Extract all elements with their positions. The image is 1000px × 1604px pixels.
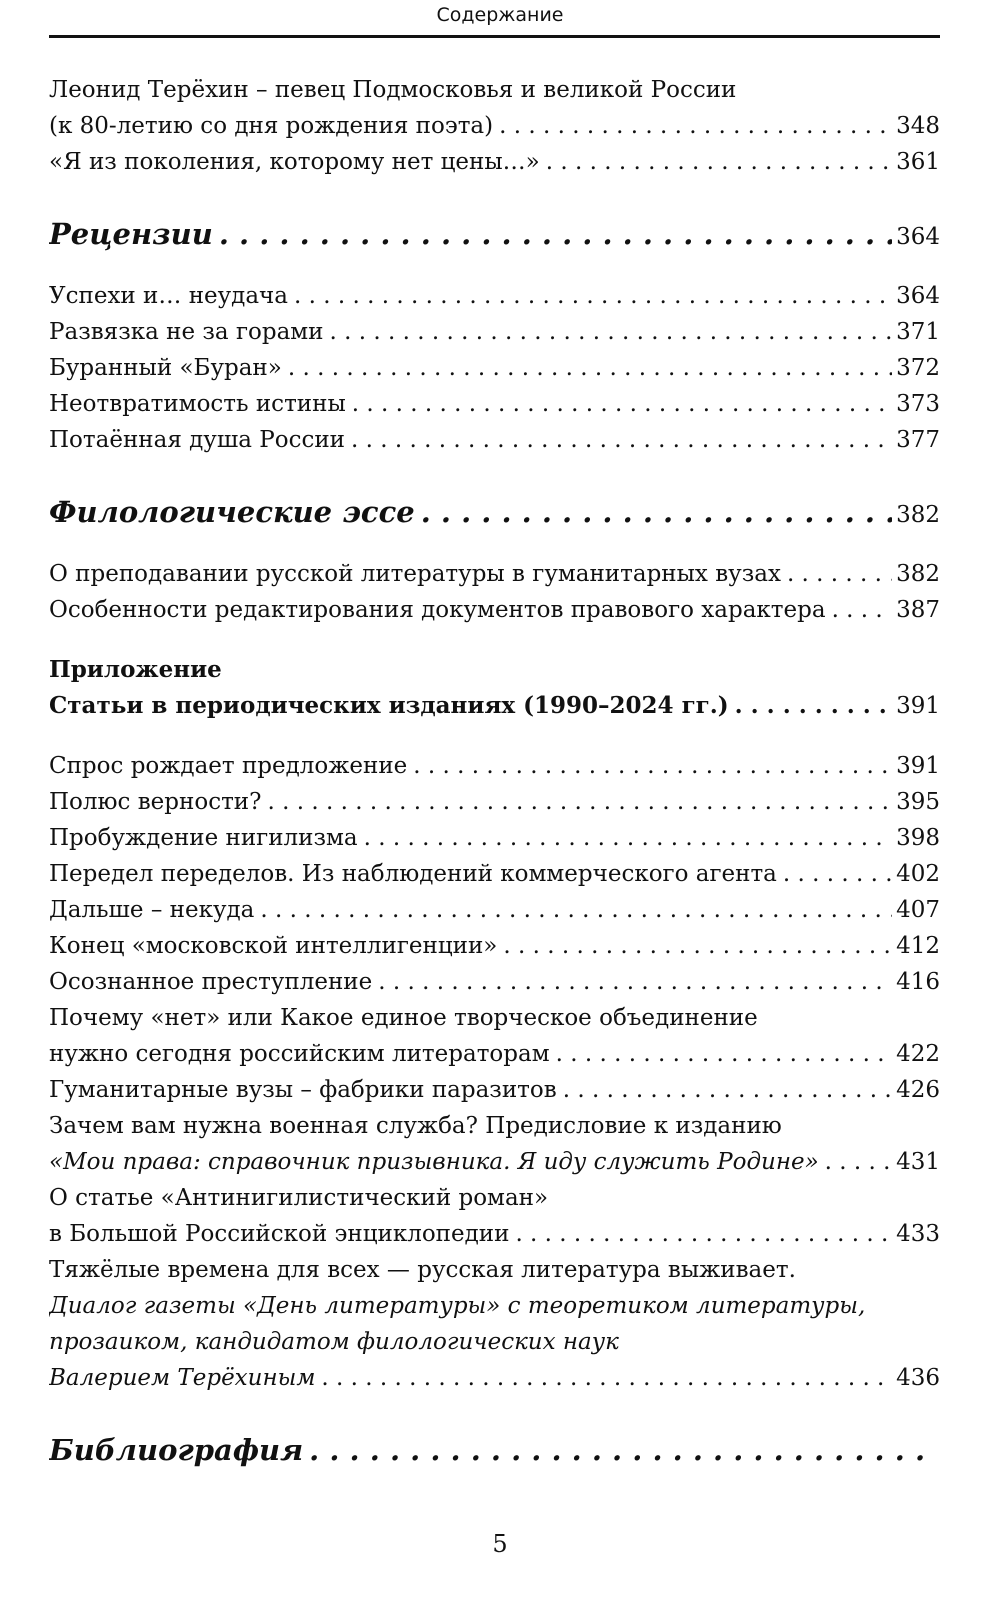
dot-leader xyxy=(546,144,892,180)
toc-entry[interactable] xyxy=(49,1360,940,1396)
dot-leader xyxy=(421,492,892,532)
toc-entry-title: Передел переделов. Из наблюдений коммерческого агента xyxy=(49,861,777,887)
toc-entry-line[interactable] xyxy=(49,72,940,108)
toc-entry-title: Тяжёлые времена для всех — русская литература выживает. xyxy=(49,1257,796,1283)
toc-entry[interactable] xyxy=(49,278,940,314)
toc-entry-title: Неотвратимость истины xyxy=(49,391,346,417)
toc-entry[interactable] xyxy=(49,1216,940,1252)
toc-entry[interactable] xyxy=(49,820,940,856)
toc-entry-title: О преподавании русской литературы в гуманитарных вузах xyxy=(49,561,781,587)
toc-entry-title: Потаённая душа России xyxy=(49,427,345,453)
toc-entry[interactable] xyxy=(49,422,940,458)
toc-page-number: 422 xyxy=(896,1041,940,1067)
dot-leader xyxy=(351,422,892,458)
toc-page-number: 364 xyxy=(896,283,940,309)
toc-page-number: 382 xyxy=(896,502,940,528)
dot-leader xyxy=(288,350,892,386)
toc-page-number: 407 xyxy=(896,897,940,923)
toc-entry-title: Спрос рождает предложение xyxy=(49,753,408,779)
section-title: Рецензии xyxy=(49,217,213,251)
toc-entry-line[interactable] xyxy=(49,1252,940,1288)
toc-entry-title: Буранный «Буран» xyxy=(49,355,282,381)
toc-entry[interactable] xyxy=(49,964,940,1000)
toc-entry-title: Дальше – некуда xyxy=(49,897,255,923)
toc-entry[interactable] xyxy=(49,556,940,592)
toc-entry-title: прозаиком, кандидатом филологических наук xyxy=(49,1329,619,1355)
toc-entry[interactable] xyxy=(49,1036,940,1072)
table-of-contents xyxy=(49,72,940,1470)
running-head: Содержание xyxy=(436,4,564,26)
dot-leader xyxy=(783,856,892,892)
toc-entry-title: Пробуждение нигилизма xyxy=(49,825,358,851)
toc-entry[interactable] xyxy=(49,592,940,628)
dot-leader xyxy=(503,928,892,964)
section-heading-appendix xyxy=(49,652,940,688)
toc-entry-title: Валерием Терёхиным xyxy=(49,1365,316,1391)
toc-entry-title: Особенности редактирования документов правового характера xyxy=(49,597,826,623)
toc-page-number: 382 xyxy=(896,561,940,587)
toc-page-number: 373 xyxy=(896,391,940,417)
section-subheading-articles[interactable] xyxy=(49,688,940,724)
toc-entry-title: (к 80-летию со дня рождения поэта) xyxy=(49,113,494,139)
toc-entry[interactable] xyxy=(49,748,940,784)
toc-page-number: 395 xyxy=(896,789,940,815)
toc-entry-title: нужно сегодня российским литераторам xyxy=(49,1041,550,1067)
toc-entry-title: Зачем вам нужна военная служба? Предисловие к изданию xyxy=(49,1113,782,1139)
dot-leader xyxy=(260,892,892,928)
toc-entry[interactable] xyxy=(49,1072,940,1108)
toc-entry[interactable] xyxy=(49,386,940,422)
toc-entry-line[interactable] xyxy=(49,1288,940,1324)
toc-page-number: 402 xyxy=(896,861,940,887)
header-rule xyxy=(49,35,940,38)
toc-entry[interactable] xyxy=(49,928,940,964)
dot-leader xyxy=(413,748,892,784)
dot-leader xyxy=(321,1360,892,1396)
toc-entry[interactable] xyxy=(49,350,940,386)
toc-entry-title: «Мои права: справочник призывника. Я иду служить Родине» xyxy=(49,1149,819,1175)
section-title: Филологические эссе xyxy=(49,495,415,529)
toc-entry[interactable] xyxy=(49,1144,940,1180)
toc-page-number: 377 xyxy=(896,427,940,453)
toc-entry[interactable] xyxy=(49,144,940,180)
toc-page-number: 416 xyxy=(896,969,940,995)
toc-entry-title: Диалог газеты «День литературы» с теоретиком литературы, xyxy=(49,1293,866,1319)
dot-leader xyxy=(832,592,893,628)
toc-entry[interactable] xyxy=(49,108,940,144)
dot-leader xyxy=(267,784,892,820)
toc-entry-title: Гуманитарные вузы – фабрики паразитов xyxy=(49,1077,557,1103)
toc-page-number: 361 xyxy=(896,149,940,175)
toc-entry-title: «Я из поколения, которому нет цены…» xyxy=(49,149,540,175)
toc-entry[interactable] xyxy=(49,892,940,928)
toc-entry-line[interactable] xyxy=(49,1108,940,1144)
section-title: Приложение xyxy=(49,656,222,683)
toc-entry[interactable] xyxy=(49,314,940,350)
toc-entry[interactable] xyxy=(49,856,940,892)
toc-entry-line[interactable] xyxy=(49,1000,940,1036)
dot-leader xyxy=(556,1036,892,1072)
toc-entry-title: Полюс верности? xyxy=(49,789,262,815)
dot-leader xyxy=(787,556,892,592)
toc-page-number: 433 xyxy=(896,1221,940,1247)
toc-entry-title: Развязка не за горами xyxy=(49,319,324,345)
toc-entry-title: О статье «Антинигилистический роман» xyxy=(49,1185,549,1211)
toc-page-number: 412 xyxy=(896,933,940,959)
dot-leader xyxy=(330,314,893,350)
toc-entry-title: Почему «нет» или Какое единое творческое объединение xyxy=(49,1005,758,1031)
dot-leader xyxy=(309,1430,936,1470)
toc-entry[interactable] xyxy=(49,784,940,820)
dot-leader xyxy=(825,1144,892,1180)
dot-leader xyxy=(219,214,892,254)
dot-leader xyxy=(352,386,892,422)
toc-entry-line[interactable] xyxy=(49,1180,940,1216)
dot-leader xyxy=(378,964,892,1000)
dot-leader xyxy=(563,1072,892,1108)
section-heading-bibliography[interactable] xyxy=(49,1430,940,1470)
dot-leader xyxy=(499,108,892,144)
page-number: 5 xyxy=(492,1530,508,1558)
dot-leader xyxy=(515,1216,892,1252)
dot-leader xyxy=(364,820,892,856)
toc-page-number: 371 xyxy=(896,319,940,345)
toc-page-number: 431 xyxy=(896,1149,940,1175)
toc-page-number: 391 xyxy=(896,753,940,779)
toc-entry-title: Осознанное преступление xyxy=(49,969,373,995)
toc-entry-title: Леонид Терёхин – певец Подмосковья и великой России xyxy=(49,77,737,103)
section-heading-reviews[interactable] xyxy=(49,214,940,254)
toc-page-number: 436 xyxy=(896,1365,940,1391)
section-heading-essays[interactable] xyxy=(49,492,940,532)
toc-entry-line[interactable] xyxy=(49,1324,940,1360)
toc-entry-title: в Большой Российской энциклопедии xyxy=(49,1221,510,1247)
toc-entry-title: Успехи и… неудача xyxy=(49,283,288,309)
toc-page-number: 372 xyxy=(896,355,940,381)
toc-page-number: 426 xyxy=(896,1077,940,1103)
toc-page-number: 387 xyxy=(896,597,940,623)
toc-page-number: 398 xyxy=(896,825,940,851)
dot-leader xyxy=(735,688,892,724)
toc-page-number: 391 xyxy=(896,693,940,719)
toc-page-number: 364 xyxy=(896,224,940,250)
toc-page-number: 348 xyxy=(896,113,940,139)
dot-leader xyxy=(294,278,892,314)
toc-entry-title: Конец «московской интеллигенции» xyxy=(49,933,498,959)
section-title: Библиография xyxy=(49,1433,304,1467)
section-subtitle: Статьи в периодических изданиях (1990–2024 гг.) xyxy=(49,692,729,719)
